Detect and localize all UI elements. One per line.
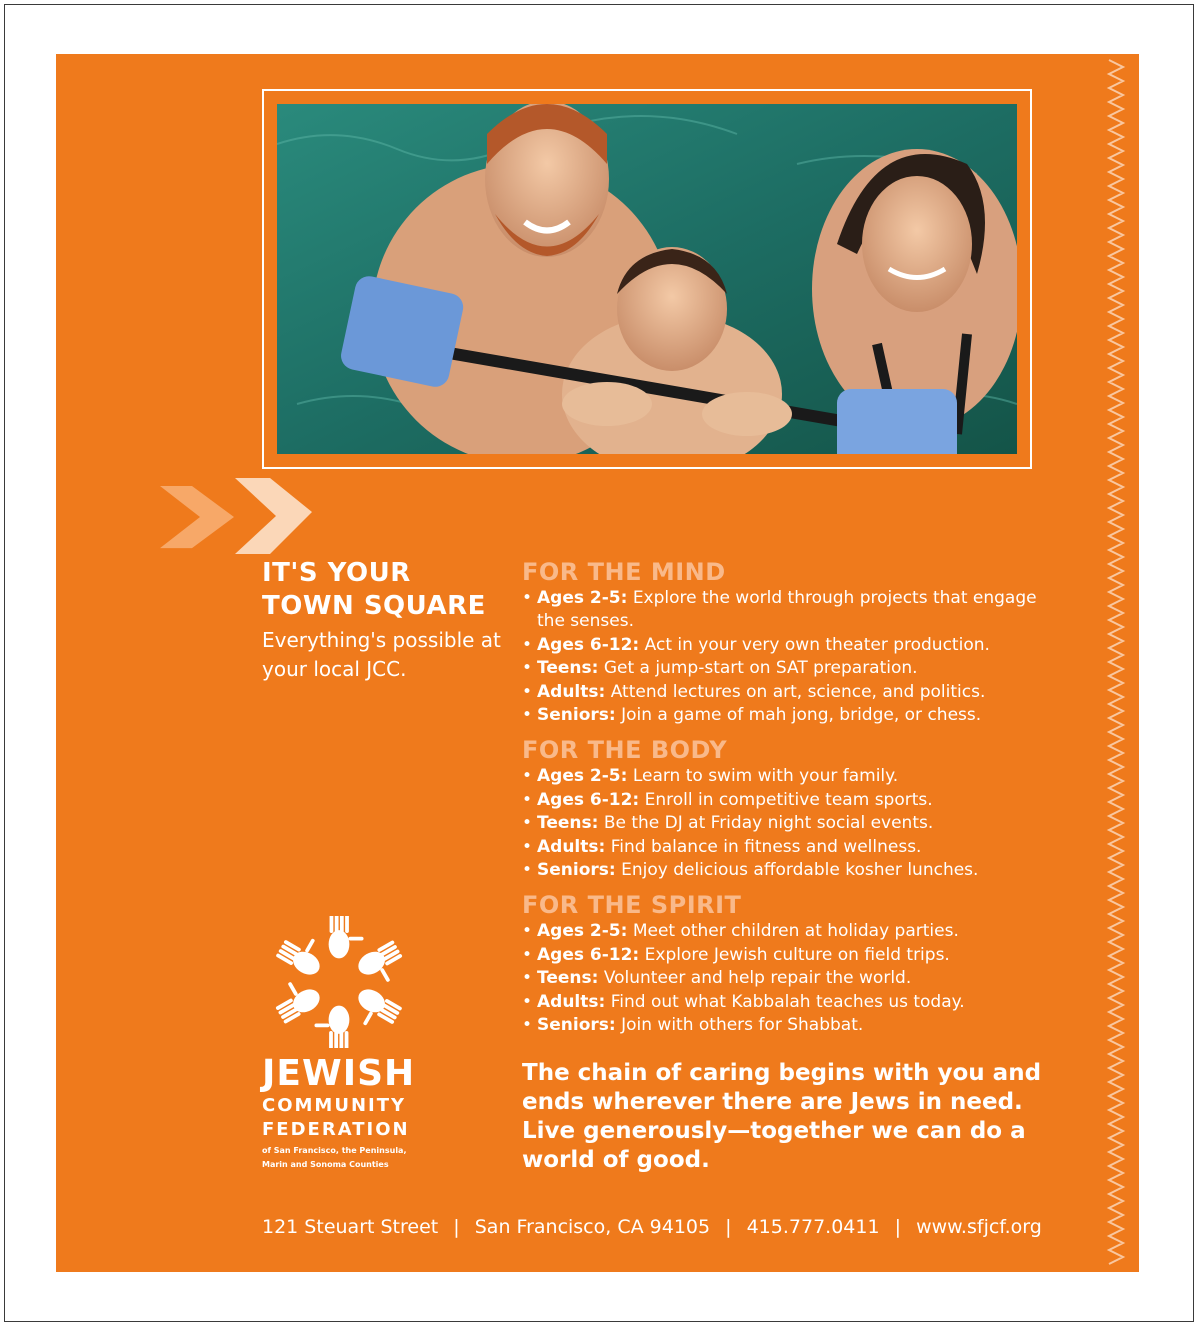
list-item: • Teens: Volunteer and help repair the world.	[522, 967, 1062, 990]
footer-city: San Francisco, CA 94105	[474, 1216, 711, 1238]
section-list-mind	[522, 587, 1062, 727]
hands-star-icon	[272, 916, 406, 1048]
closing-line-4: world of good.	[522, 1147, 710, 1173]
section-title-spirit: FOR THE SPIRIT	[522, 891, 742, 920]
list-item: • Seniors: Join a game of mah jong, bridge, or chess.	[522, 704, 1062, 727]
list-item: • Teens: Be the DJ at Friday night social events.	[522, 812, 1062, 835]
zigzag-border	[1105, 54, 1127, 1272]
list-item: • Seniors: Join with others for Shabbat.	[522, 1014, 1062, 1037]
footer-separator: |	[894, 1216, 902, 1238]
list-item: • Seniors: Enjoy delicious affordable kosher lunches.	[522, 859, 1062, 882]
headline	[262, 557, 512, 623]
logo-subtitle-2: Marin and Sonoma Counties	[262, 1160, 389, 1169]
list-item: • Ages 2-5: Meet other children at holiday parties.	[522, 920, 1062, 943]
tagline: Everything's possible at your local JCC.	[262, 628, 501, 681]
list-item: • Teens: Get a jump-start on SAT preparation.	[522, 657, 1062, 680]
section-list-body	[522, 765, 1062, 882]
list-item: • Adults: Find out what Kabbalah teaches us today.	[522, 991, 1062, 1014]
list-item: • Ages 6-12: Enroll in competitive team sports.	[522, 789, 1062, 812]
list-item: • Ages 6-12: Explore Jewish culture on field trips.	[522, 944, 1062, 967]
closing-line-2: ends wherever there are Jews in need.	[522, 1089, 1023, 1115]
closing-line-1: The chain of caring begins with you and	[522, 1060, 1042, 1086]
list-item: • Ages 2-5: Learn to swim with your family.	[522, 765, 1062, 788]
advertisement	[56, 54, 1139, 1272]
hand-shape	[354, 939, 406, 991]
program-sections	[522, 557, 1062, 1046]
headline-line-1: IT'S YOUR	[262, 558, 411, 588]
section-title-body: FOR THE BODY	[522, 736, 728, 765]
closing-line-3: Live generously—together we can do a	[522, 1118, 1026, 1144]
closing-statement	[522, 1059, 1062, 1175]
footer-separator: |	[453, 1216, 460, 1238]
contact-footer	[262, 1214, 1082, 1240]
hand-shape	[347, 985, 403, 1037]
double-chevron-icon	[160, 478, 320, 558]
list-item: • Adults: Find balance in fitness and wellness.	[522, 836, 1062, 859]
hand-shape	[275, 927, 331, 979]
list-item: • Ages 6-12: Act in your very own theater production.	[522, 634, 1062, 657]
section-title-mind: FOR THE MIND	[522, 558, 726, 586]
federation-logo	[262, 1054, 422, 1170]
list-item: • Adults: Attend lectures on art, science, and politics.	[522, 681, 1062, 704]
list-item: • Ages 2-5: Explore the world through projects that engage the senses.	[522, 587, 1062, 634]
footer-separator: |	[725, 1216, 732, 1238]
logo-line-1: JEWISH	[262, 1053, 416, 1094]
section-list-spirit	[522, 920, 1062, 1037]
hand-shape	[329, 916, 364, 958]
footer-address: 121 Steuart Street	[262, 1216, 439, 1238]
logo-subtitle-1: of San Francisco, the Peninsula,	[262, 1146, 407, 1155]
headline-line-2: TOWN SQUARE	[262, 591, 486, 621]
hand-shape	[314, 1006, 349, 1048]
photo-frame	[262, 89, 1032, 469]
family-pool-photo	[277, 104, 1017, 454]
logo-line-2: COMMUNITY	[262, 1095, 407, 1116]
hand-shape	[272, 973, 324, 1025]
logo-line-3: FEDERATION	[262, 1119, 410, 1140]
footer-website[interactable]: www.sfjcf.org	[916, 1216, 1042, 1238]
footer-phone: 415.777.0411	[746, 1216, 880, 1238]
